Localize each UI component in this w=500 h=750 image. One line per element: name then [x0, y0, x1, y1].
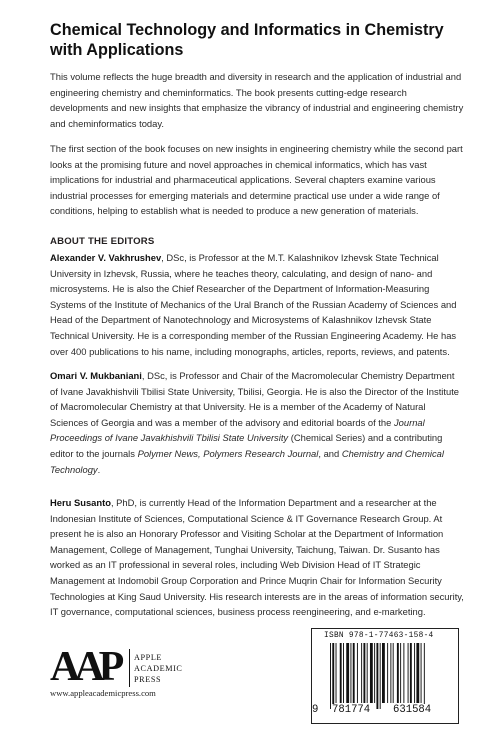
editor-bio-text: , PhD, is currently Head of the Information Department and a researcher at the Indonesian Institute of Sciences, Computational Science & IT Governance Research Group. At present he is also an Honorary Professor and Visiting Scholar at the Department of Information Management, College of Management, Tunghai University, Taichung, Taiwan. Dr. Susanto has worked as an IT professional in several roles, including Web Division Head of IT Strategic Management at Indomobil Group Corporation and Prince Muqrin Chair for Information Security Technologies at King Saud University. His research interests are in the areas of information security, IT governance, computational sciences, business process reengineering, and e-marketing.	[50, 497, 464, 618]
isbn-text: ISBN 978-1-77463-158-4	[324, 632, 434, 640]
editor-bio-susanto	[50, 495, 464, 620]
editor-bio-text: .	[97, 463, 101, 475]
logo-divider	[129, 649, 130, 687]
journal-title: Chemistry and Chemical Technology	[50, 447, 444, 475]
about-editors-heading: ABOUT THE EDITORS	[50, 236, 155, 247]
editor-bio-mukbaniani	[50, 368, 464, 477]
intro-paragraph-1: This volume reflects the huge breadth and diversity in research and the application of industrial and engineering chemistry and cheminformatics. The book presents cutting-edge research developments and new insights that emphasize the vibrancy of industrial and engineering chemistry and cheminformatics today.	[50, 71, 464, 129]
aap-logo-icon: AAP	[50, 644, 119, 690]
editor-bio-text: , DSc, is Professor and Chair of the Macromolecular Chemistry Department of Ivane Javakhishvili Tbilisi State University, Tbilisi, Georgia. He is also the Director of the Institute of Macromolecular Chemistry at that University. He is a member of the Academy of Natural Sciences of Georgia and was a member of the advisory and editorial boards of the	[50, 370, 460, 428]
publisher-website: www.appleacademicpress.com	[50, 688, 156, 698]
editor-bio-vakhrushev	[50, 250, 464, 359]
editor-name: Heru Susanto	[50, 497, 111, 508]
editor-bio-text: , DSc, is Professor at the M.T. Kalashnikov Izhevsk State Technical University in Izhevsk, Russia, where he teaches theory, calculating, and design of nano- and microsystems. He is also the Chief Researcher of the Department of Information-Measuring Systems of the Institute of Mechanics of the Ural Branch of the Russian Academy of Sciences and Head of the Department of Nanotechnology and Microsystems of Kalashnikov Izhevsk State Technical University. He is a corresponding member of the Russian Engineering Academy. He has over 400 publications to his name, including monographs, articles, reports, reviews, and patents.	[50, 252, 457, 357]
publisher-name: APPLE ACADEMIC PRESS	[134, 653, 183, 684]
editor-name: Omari V. Mukbaniani	[50, 370, 142, 381]
editor-bio-text: (Chemical Series) and a contributing editor to the journals	[50, 432, 443, 459]
barcode-icon	[320, 643, 450, 709]
book-title: Chemical Technology and Informatics in Chemistry with Applications	[50, 21, 444, 59]
editor-name: Alexander V. Vakhrushev	[50, 252, 162, 263]
isbn-barcode: ISBN 978-1-77463-158-4 9 781774 631584	[311, 628, 459, 724]
journal-title: Journal Proceedings of Ivane Javakhishvili Tbilisi State University	[50, 416, 425, 444]
journal-title: Polymer News, Polymers Research Journal	[137, 447, 319, 459]
editor-bio-text: , and	[318, 447, 342, 459]
intro-paragraph-2: The first section of the book focuses on new insights in engineering chemistry while the second part looks at the promising future and novel approaches in chemical informatics, which has vast implications for industrial and pharmaceutical applications. Several chapters examine various industrial processes for emerging materials and determine practical use under a wide range of conditions, helping to establish what is needed to produce a new generation of materials.	[50, 143, 463, 217]
